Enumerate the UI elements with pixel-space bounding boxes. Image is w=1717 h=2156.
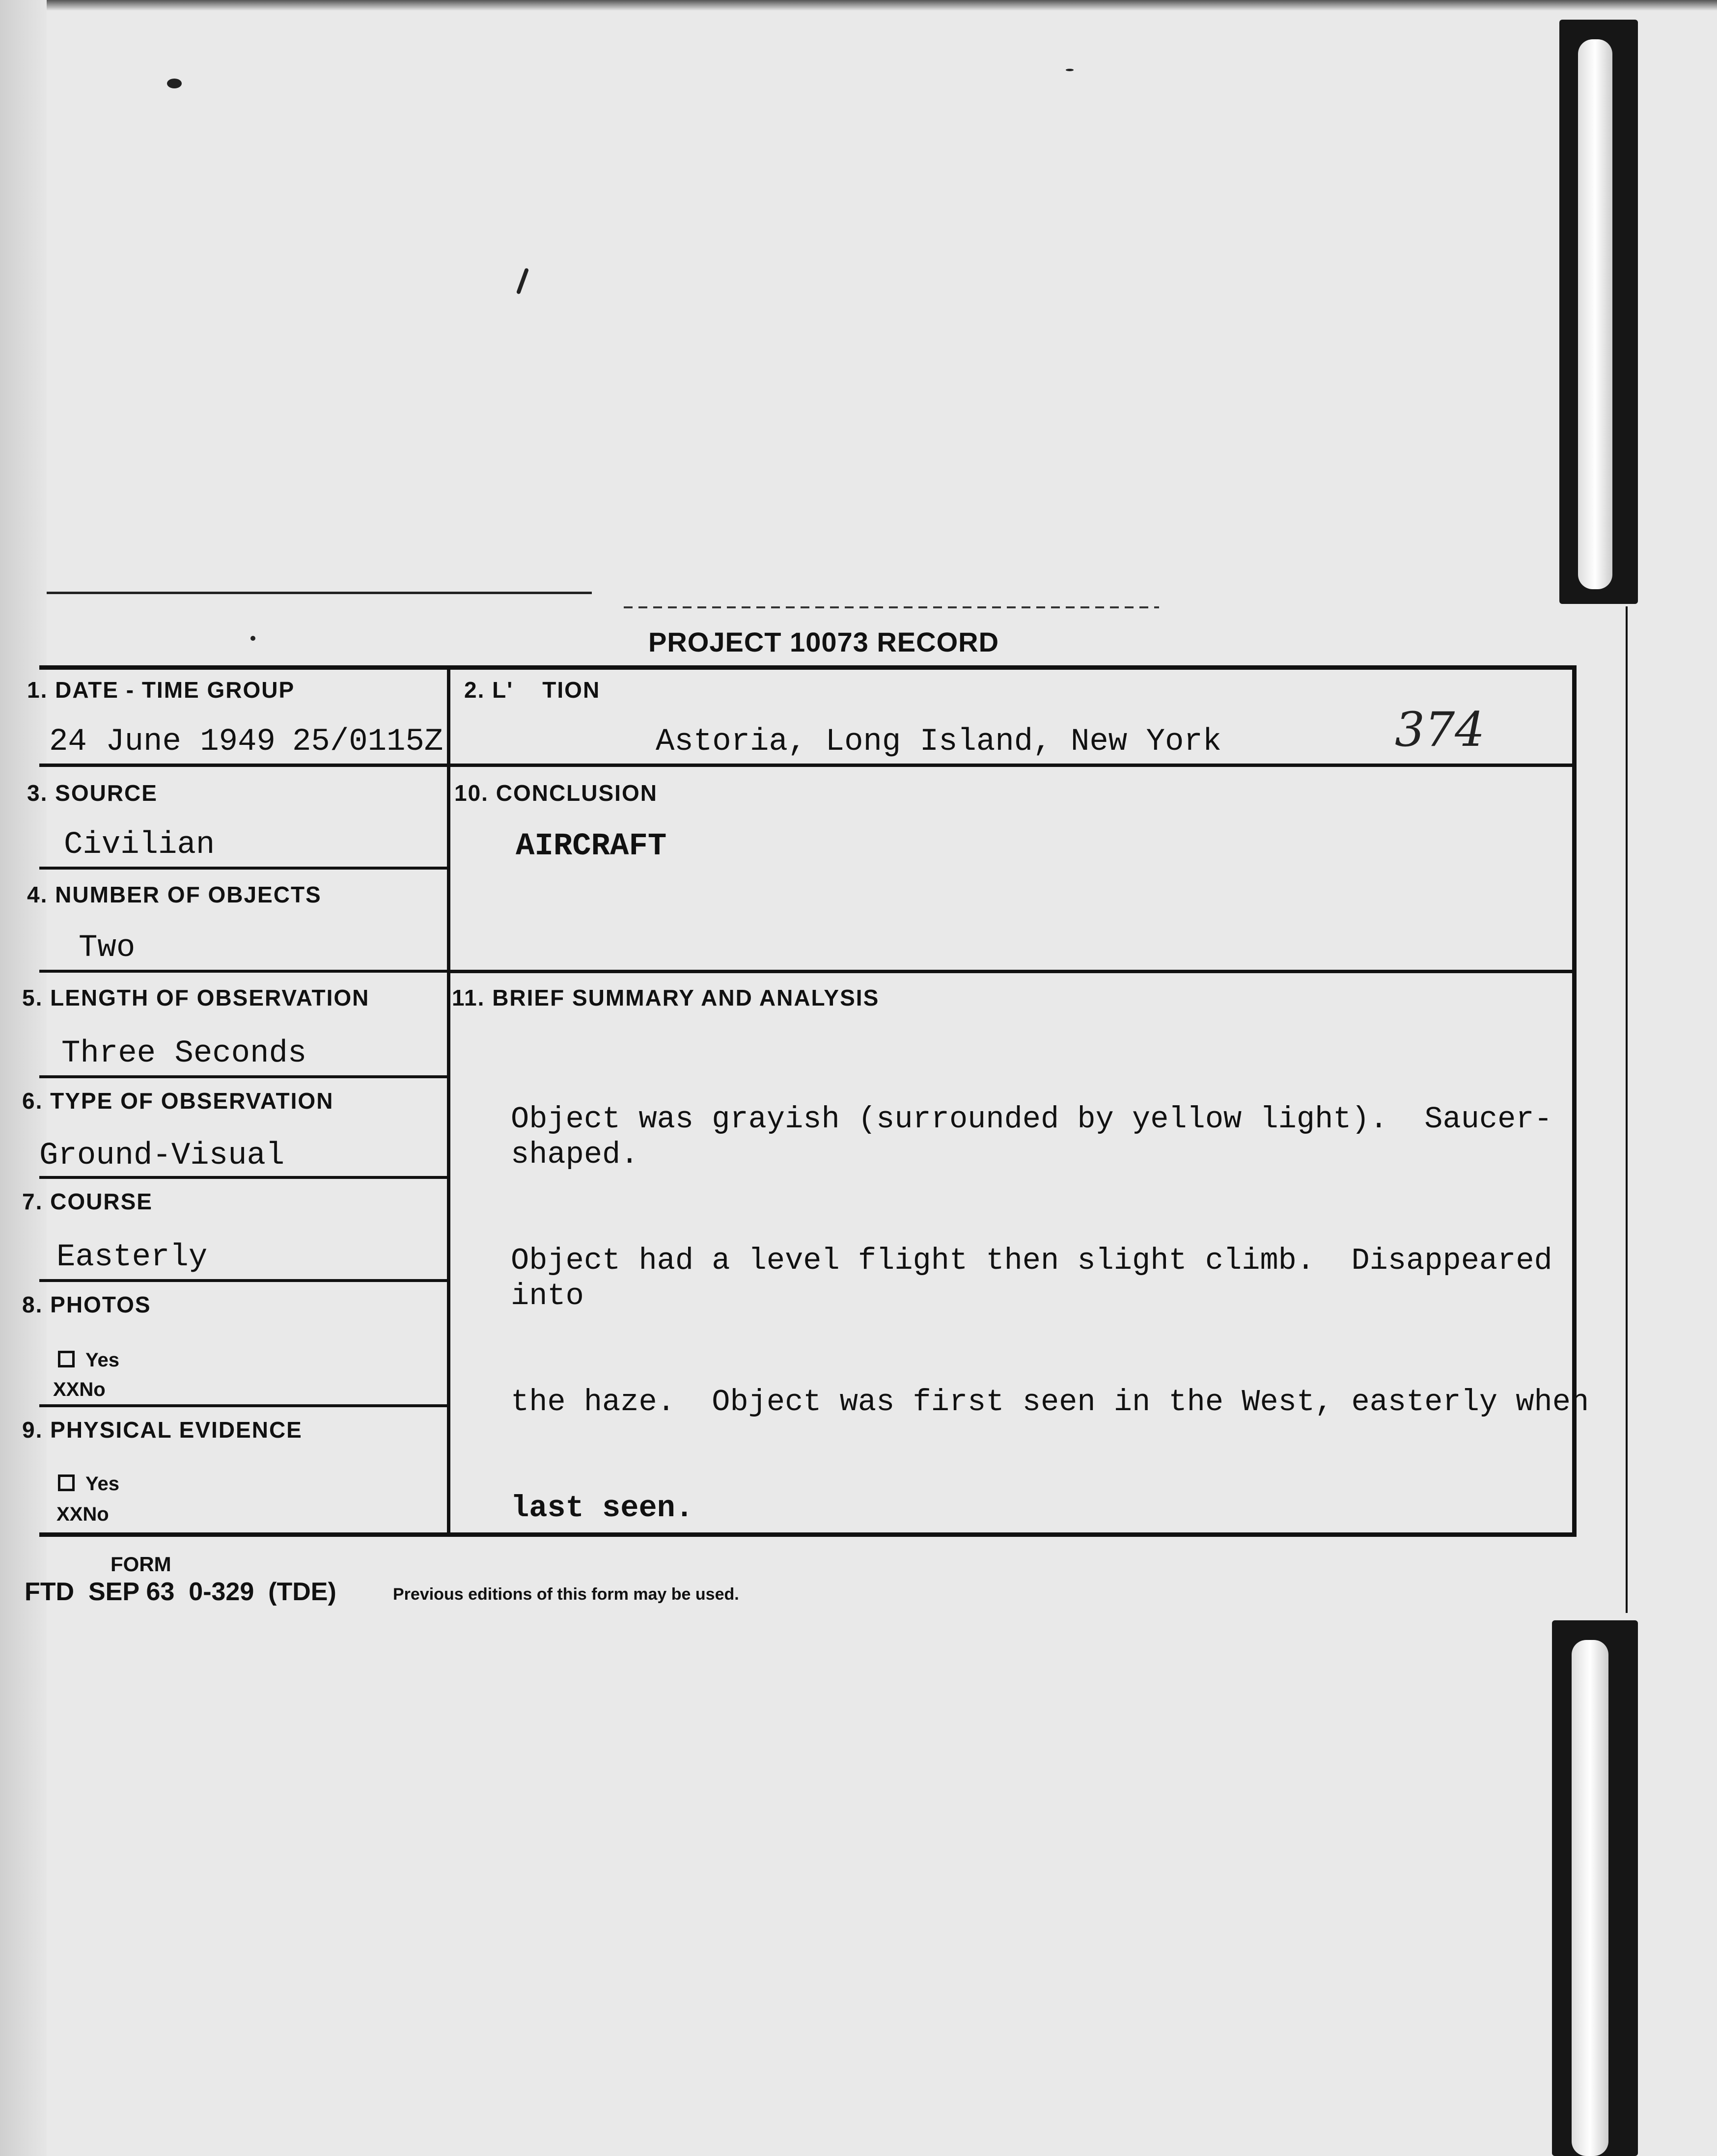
row-divider	[39, 867, 447, 870]
length-value: Three Seconds	[61, 1036, 307, 1071]
photos-no	[53, 1379, 106, 1401]
photos-label: 8. PHOTOS	[22, 1292, 151, 1317]
source-label: 3. SOURCE	[27, 780, 158, 806]
row-divider	[39, 1176, 447, 1179]
checkbox-icon	[58, 1474, 75, 1491]
date-value: 24 June 1949	[49, 724, 276, 760]
summary-line: Object had a level flight then slight climb. Disappeared into	[511, 1243, 1571, 1313]
conclusion-value: AIRCRAFT	[516, 829, 667, 864]
film-bar-top	[1559, 20, 1638, 604]
speck	[516, 268, 529, 294]
number-of-objects-label: 4. NUMBER OF OBJECTS	[27, 882, 322, 907]
summary-line: Object was grayish (surrounded by yellow light). Saucer-shaped.	[511, 1102, 1552, 1172]
photos-no-label: XXNo	[53, 1379, 106, 1400]
number-of-objects-value: Two	[79, 930, 136, 966]
length-label: 5. LENGTH OF OBSERVATION	[22, 985, 370, 1010]
time-value: 25/0115Z	[292, 724, 443, 760]
summary-line: the haze. Object was first seen in the West, easterly when	[511, 1385, 1589, 1419]
row-divider	[39, 1075, 447, 1078]
header-dashed-rule	[624, 606, 1159, 608]
photos-yes	[58, 1349, 119, 1371]
speck	[250, 636, 255, 641]
checkbox-icon	[58, 1351, 75, 1367]
summary-text	[511, 1031, 1621, 1561]
summary-line: last seen.	[511, 1491, 694, 1526]
footer-form-id: FTD SEP 63 0-329 (TDE)	[25, 1578, 336, 1606]
right-margin-rule	[1626, 606, 1628, 1613]
footer-form-word: FORM	[111, 1553, 171, 1576]
header-rule	[47, 592, 592, 594]
speck	[167, 79, 182, 88]
row-divider	[39, 1404, 447, 1407]
physical-evidence-label: 9. PHYSICAL EVIDENCE	[22, 1417, 303, 1443]
photos-yes-label: Yes	[85, 1349, 119, 1371]
physical-evidence-yes	[58, 1473, 119, 1495]
physical-evidence-no-label: XXNo	[56, 1503, 109, 1525]
speck	[1066, 69, 1074, 71]
conclusion-label: 10. CONCLUSION	[454, 780, 658, 806]
physical-evidence-no	[56, 1503, 109, 1526]
summary-label: 11. BRIEF SUMMARY AND ANALYSIS	[452, 985, 880, 1010]
location-value: Astoria, Long Island, New York	[656, 724, 1222, 760]
handwritten-number: 374	[1395, 702, 1485, 757]
location-label: 2. L' TION	[464, 677, 601, 703]
type-value: Ground-Visual	[39, 1138, 285, 1174]
type-label: 6. TYPE OF OBSERVATION	[22, 1088, 334, 1114]
form-title: PROJECT 10073 RECORD	[648, 627, 999, 657]
row-divider	[447, 970, 1577, 973]
column-divider	[447, 665, 450, 1537]
film-bar-bottom	[1552, 1620, 1638, 2156]
source-value: Civilian	[64, 827, 215, 863]
footer-note: Previous editions of this form may be used.	[393, 1585, 739, 1604]
course-label: 7. COURSE	[22, 1189, 153, 1214]
row-divider	[39, 970, 447, 973]
physical-evidence-yes-label: Yes	[85, 1473, 119, 1495]
scan-top-edge	[0, 0, 1717, 11]
row-divider	[39, 1279, 447, 1282]
course-value: Easterly	[56, 1240, 208, 1275]
row-divider	[39, 764, 1577, 767]
date-time-label: 1. DATE - TIME GROUP	[27, 677, 295, 703]
